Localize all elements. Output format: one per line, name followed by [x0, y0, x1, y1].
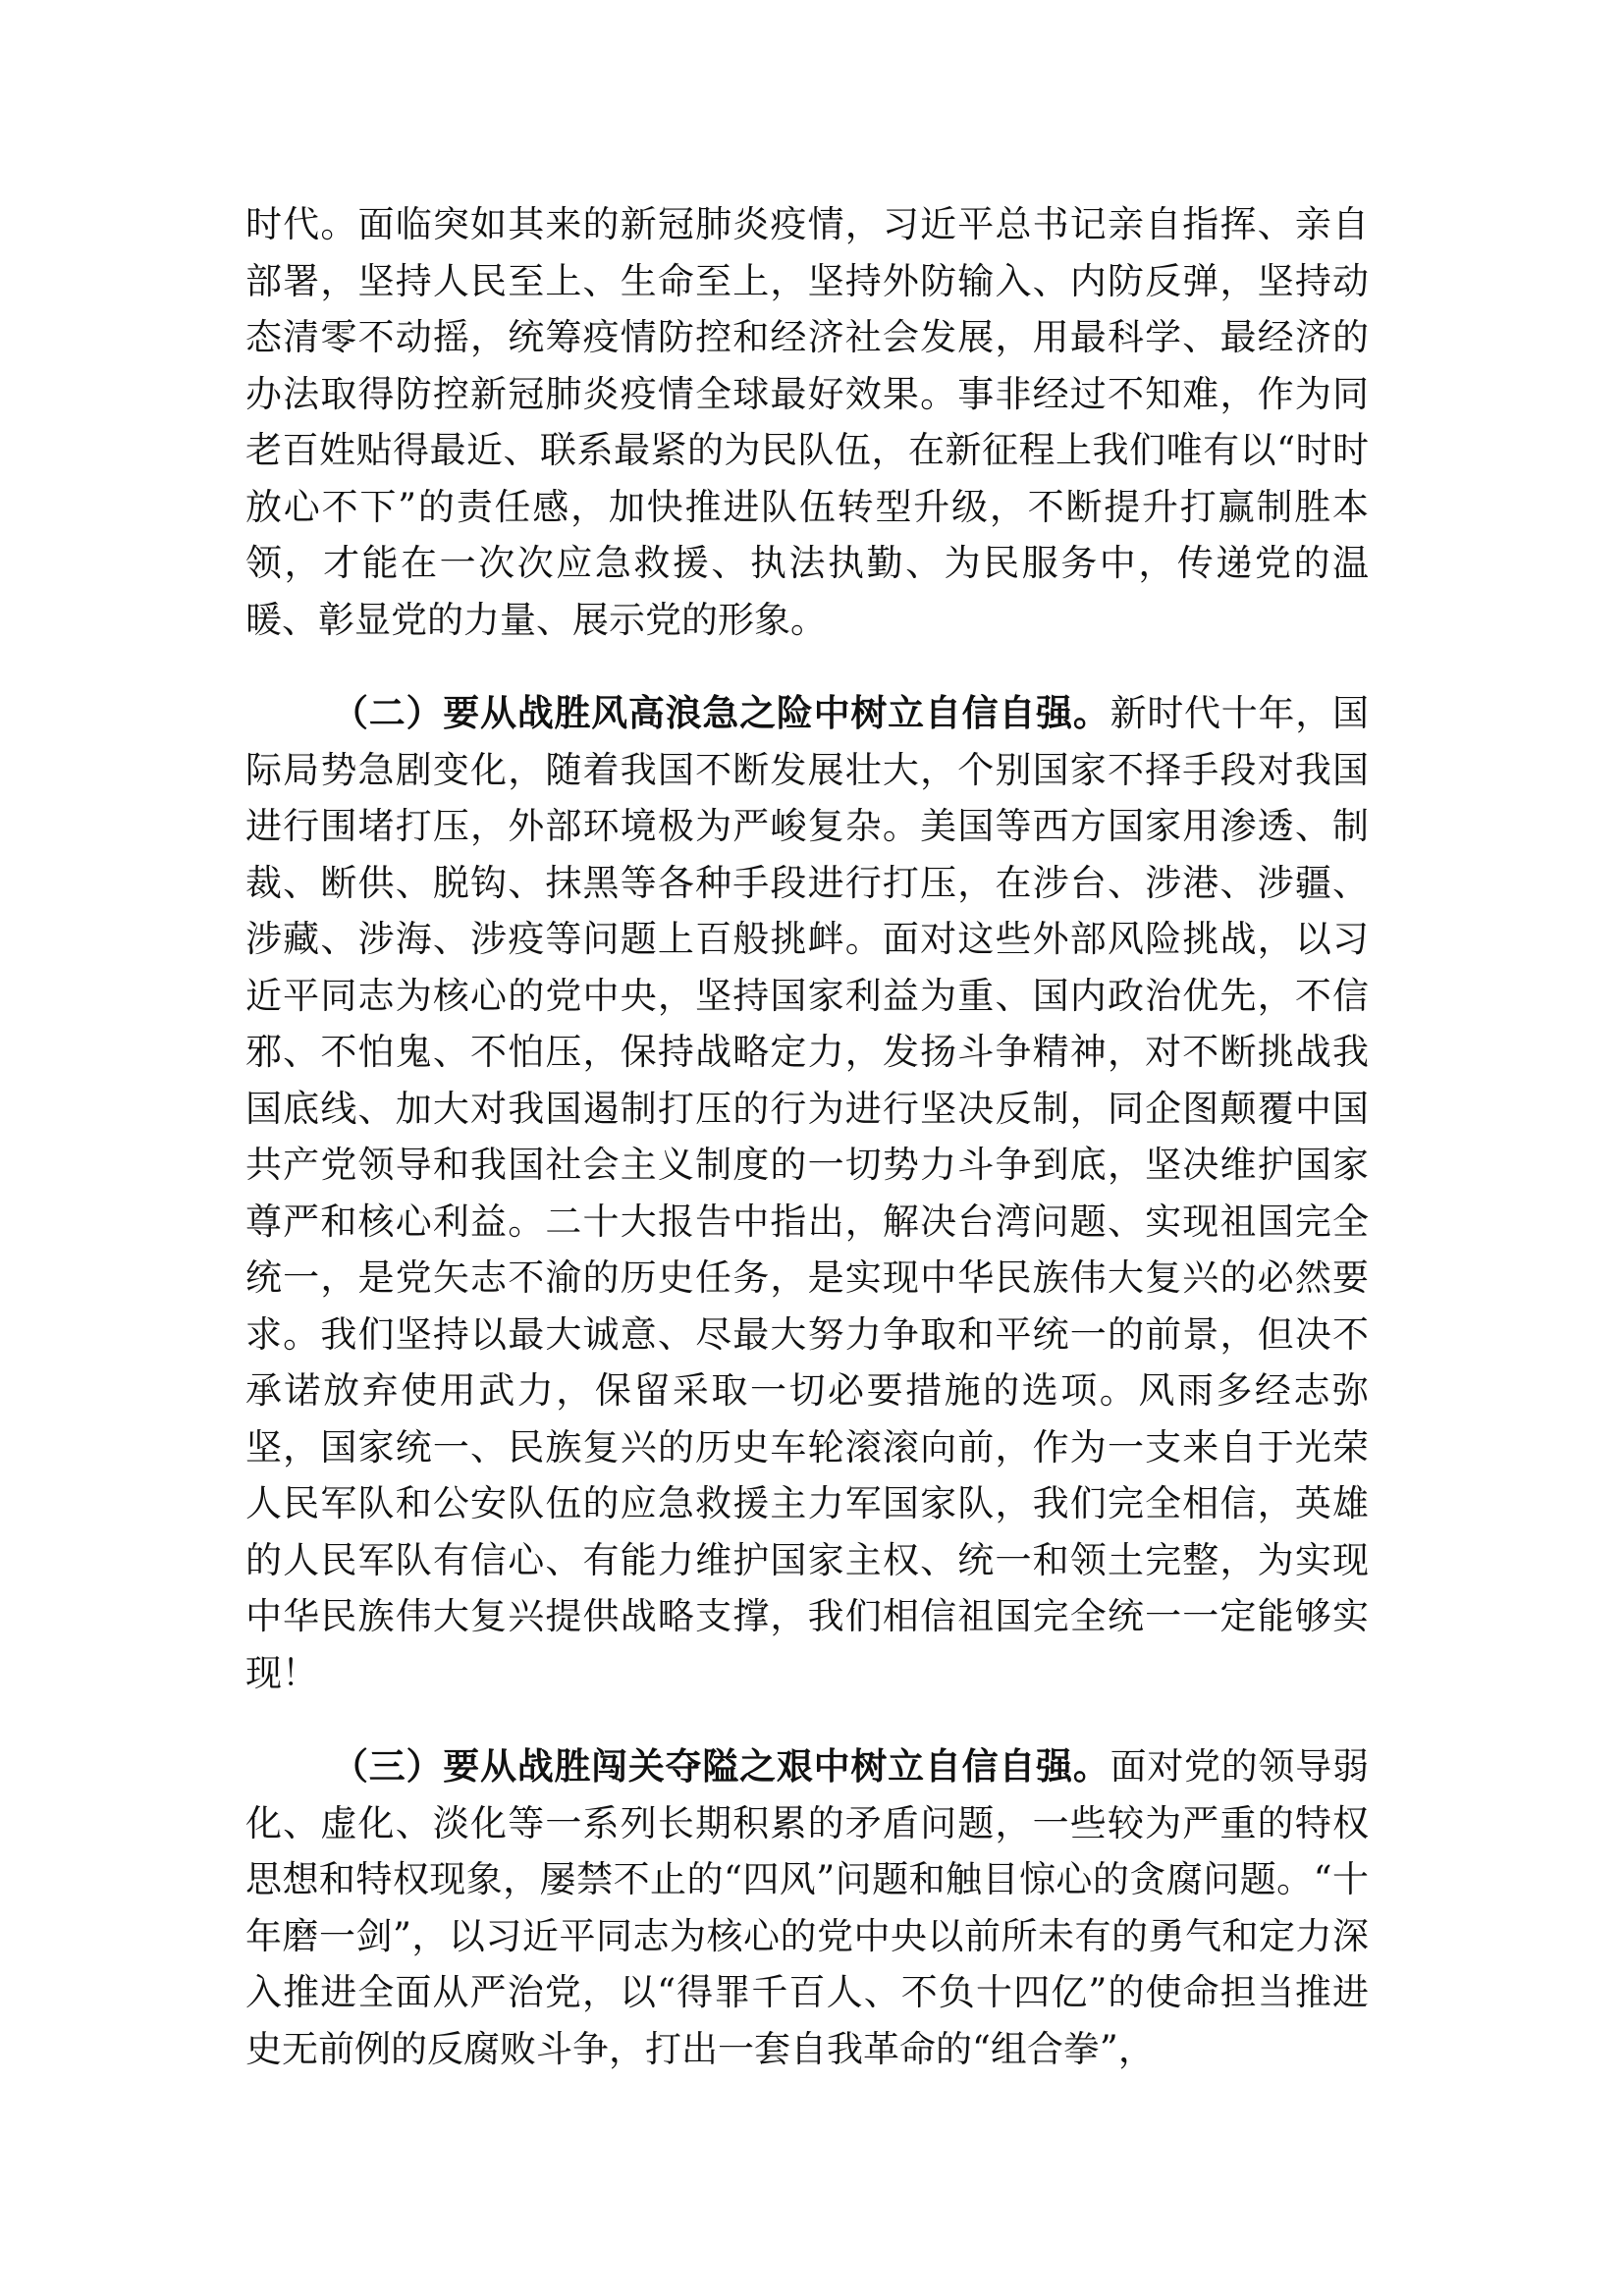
paragraph-2-text: 新时代十年，国际局势急剧变化，随着我国不断发展壮大，个别国家不择手段对我国进行围堵打压，外部环境极为严峻复杂。美国等西方国家用渗透、制裁、断供、脱钩、抹黑等各种手段进行打压，在涉台、涉港、涉疆、涉藏、涉海、涉疫等问题上百般挑衅。面对这些外部风险挑战，以习近平同志为核心的党中央，坚持国家利益为重、国内政治优先，不信邪、不怕鬼、不怕压，保持战略定力，发扬斗争精神，对不断挑战我国底线、加大对我国遏制打压的行为进行坚决反制，同企图颠覆中国共产党领导和我国社会主义制度的一切势力斗争到底，坚决维护国家尊严和核心利益。二十大报告中指出，解决台湾问题、实现祖国完全统一，是党矢志不渝的历史任务，是实现中华民族伟大复兴的必然要求。我们坚持以最大诚意、尽最大努力争取和平统一的前景，但决不承诺放弃使用武力，保留采取一切必要措施的选项。风雨多经志弥坚，国家统一、民族复兴的历史车轮滚滚向前，作为一支来自于光荣人民军队和公安队伍的应急救援主力军国家队，我们完全相信，英雄的人民军队有信心、有能力维护国家主权、统一和领土完整，为实现中华民族伟大复兴提供战略支撑，我们相信祖国完全统一一定能够实现！ [245, 692, 1370, 1694]
document-body [245, 196, 1369, 2114]
paragraph-1-text: 时代。面临突如其来的新冠肺炎疫情，习近平总书记亲自指挥、亲自部署，坚持人民至上、生命至上，坚持外防输入、内防反弹，坚持动态清零不动摇，统筹疫情防控和经济社会发展，用最科学、最经济的办法取得防控新冠肺炎疫情全球最好效果。事非经过不知难，作为同老百姓贴得最近、联系最紧的为民队伍，在新征程上我们唯有以“时时放心不下”的责任感，加快推进队伍转型升级，不断提升打赢制胜本领，才能在一次次应急救援、执法执勤、为民服务中，传递党的温暖、彰显党的力量、展示党的形象。 [245, 203, 1369, 641]
paragraph-2-heading: （二）要从战胜风高浪急之险中树立自信自强。 [332, 691, 1110, 734]
paragraph-3-heading: （三）要从战胜闯关夺隘之艰中树立自信自强。 [332, 1744, 1110, 1788]
paragraph-1 [245, 196, 1369, 648]
paragraph-3-text: 面对党的领导弱化、虚化、淡化等一系列长期积累的矛盾问题，一些较为严重的特权思想和特权现象，屡禁不止的“四风”问题和触目惊心的贪腐问题。“十年磨一剑”，以习近平同志为核心的党中央以前所未有的勇气和定力深入推进全面从严治党，以“得罪千百人、不负十四亿”的使命担当推进史无前例的反腐败斗争，打出一套自我革命的“组合拳”， [245, 1745, 1370, 2070]
paragraph-3 [245, 1738, 1369, 2077]
paragraph-2 [245, 685, 1369, 1701]
